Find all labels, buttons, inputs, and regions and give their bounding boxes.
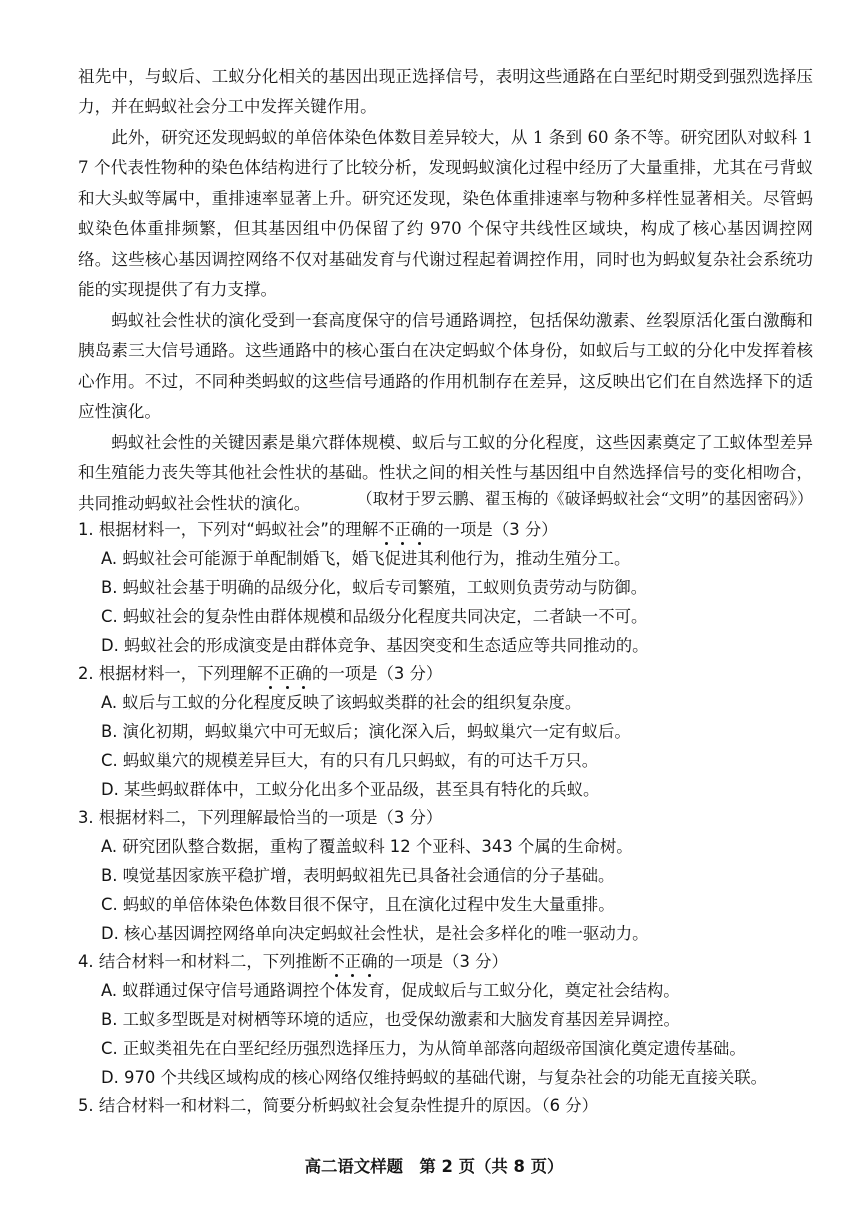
question-2-emphasis: 不正确 bbox=[262, 664, 312, 683]
question-4-option-b: B. 工蚁多型既是对树栖等环境的适应，也受保幼激素和大脑发育基因差异调控。 bbox=[101, 1010, 680, 1029]
question-1-stem: 1. 根据材料一，下列对“蚂蚁社会”的理解不正确的一项是（3 分） bbox=[78, 520, 558, 539]
question-2-option-b: B. 演化初期，蚂蚁巢穴中可无蚁后；演化深入后，蚂蚁巢穴一定有蚁后。 bbox=[101, 722, 631, 741]
passage-paragraph-2: 此外，研究还发现蚂蚁的单倍体染色体数目差异较大，从 1 条到 60 条不等。研究团队对蚁科 17 个代表性物种的染色体结构进行了比较分析，发现蚂蚁演化过程中经历了大量重排，尤其在弓背蚁和大头蚁等属中，重排速率显著上升。研究还发现，染色体重排速率与物种多样性显著相关。尽管蚂蚁染色体重排频繁，但其基因组中仍保留了约 970 个保守共线性区域块，构成了核心基因调控网络。这些核心基因调控网络不仅对基础发育与代谢过程起着调控作用，同时也为蚂蚁复杂社会系统功能的实现提供了有力支撑。 bbox=[78, 128, 813, 300]
question-3-option-c: C. 蚂蚁的单倍体染色体数目很不保守，且在演化过程中发生大量重排。 bbox=[101, 895, 615, 914]
question-1-emphasis: 不正确 bbox=[378, 520, 428, 539]
question-4-option-d: D. 970 个共线区域构成的核心网络仅维持蚂蚁的基础代谢，与复杂社会的功能无直接关联。 bbox=[101, 1068, 767, 1087]
question-2-option-c: C. 蚂蚁巢穴的规模差异巨大，有的只有几只蚂蚁，有的可达千万只。 bbox=[101, 751, 599, 770]
question-4-stem: 4. 结合材料一和材料二，下列推断不正确的一项是（3 分） bbox=[78, 952, 508, 971]
page-footer: 高二语文样题 第 2 页（共 8 页） bbox=[304, 1157, 564, 1176]
question-5-stem: 5. 结合材料一和材料二，简要分析蚂蚁社会复杂性提升的原因。（6 分） bbox=[78, 1096, 599, 1115]
question-4-option-a: A. 蚁群通过保守信号通路调控个体发育，促成蚁后与工蚁分化，奠定社会结构。 bbox=[101, 981, 680, 1000]
passage-paragraph-4: 蚂蚁社会性的关键因素是巢穴群体规模、蚁后与工蚁的分化程度，这些因素奠定了工蚁体型差异和生殖能力丧失等其他社会性状的基础。性状之间的相关性与基因组中自然选择信号的变化相吻合，共同推动蚂蚁社会性状的演化。 bbox=[78, 433, 813, 513]
question-4-emphasis: 不正确 bbox=[328, 952, 378, 971]
question-3-stem: 3. 根据材料二，下列理解最恰当的一项是（3 分） bbox=[78, 808, 443, 827]
question-3-option-b: B. 嗅觉基因家族平稳扩增，表明蚂蚁祖先已具备社会通信的分子基础。 bbox=[101, 866, 615, 885]
question-3-option-a: A. 研究团队整合数据，重构了覆盖蚁科 12 个亚科、343 个属的生命树。 bbox=[101, 837, 633, 856]
passage-source: （取材于罗云鹏、翟玉梅的《破译蚂蚁社会“文明”的基因密码》） bbox=[356, 489, 813, 508]
question-2-option-d: D. 某些蚂蚁群体中，工蚁分化出多个亚品级，甚至具有特化的兵蚁。 bbox=[101, 780, 600, 799]
question-3-option-d: D. 核心基因调控网络单向决定蚂蚁社会性状，是社会多样化的唯一驱动力。 bbox=[101, 924, 649, 943]
question-1-option-d: D. 蚂蚁社会的形成演变是由群体竞争、基因突变和生态适应等共同推动的。 bbox=[101, 636, 649, 655]
question-1-option-a: A. 蚂蚁社会可能源于单配制婚飞，婚飞促进其利他行为，推动生殖分工。 bbox=[101, 549, 631, 568]
question-1-option-b: B. 蚂蚁社会基于明确的品级分化，蚁后专司繁殖，工蚁则负责劳动与防御。 bbox=[101, 578, 648, 597]
question-1-option-c: C. 蚂蚁社会的复杂性由群体规模和品级分化程度共同决定，二者缺一不可。 bbox=[101, 607, 648, 626]
passage-paragraph-3: 蚂蚁社会性状的演化受到一套高度保守的信号通路调控，包括保幼激素、丝裂原活化蛋白激酶和胰岛素三大信号通路。这些通路中的核心蛋白在决定蚂蚁个体身份，如蚁后与工蚁的分化中发挥着核心作用。不过，不同种类蚂蚁的这些信号通路的作用机制存在差异，这反映出它们在自然选择下的适应性演化。 bbox=[78, 311, 813, 422]
question-4-option-c: C. 正蚁类祖先在白垩纪经历强烈选择压力，为从简单部落向超级帝国演化奠定遗传基础。 bbox=[101, 1039, 746, 1058]
question-2-option-a: A. 蚁后与工蚁的分化程度反映了该蚂蚁类群的社会的组织复杂度。 bbox=[101, 693, 582, 712]
question-2-stem: 2. 根据材料一，下列理解不正确的一项是（3 分） bbox=[78, 664, 443, 683]
passage-paragraph-1: 祖先中，与蚁后、工蚁分化相关的基因出现正选择信号，表明这些通路在白垩纪时期受到强烈选择压力，并在蚂蚁社会分工中发挥关键作用。 bbox=[78, 67, 813, 117]
